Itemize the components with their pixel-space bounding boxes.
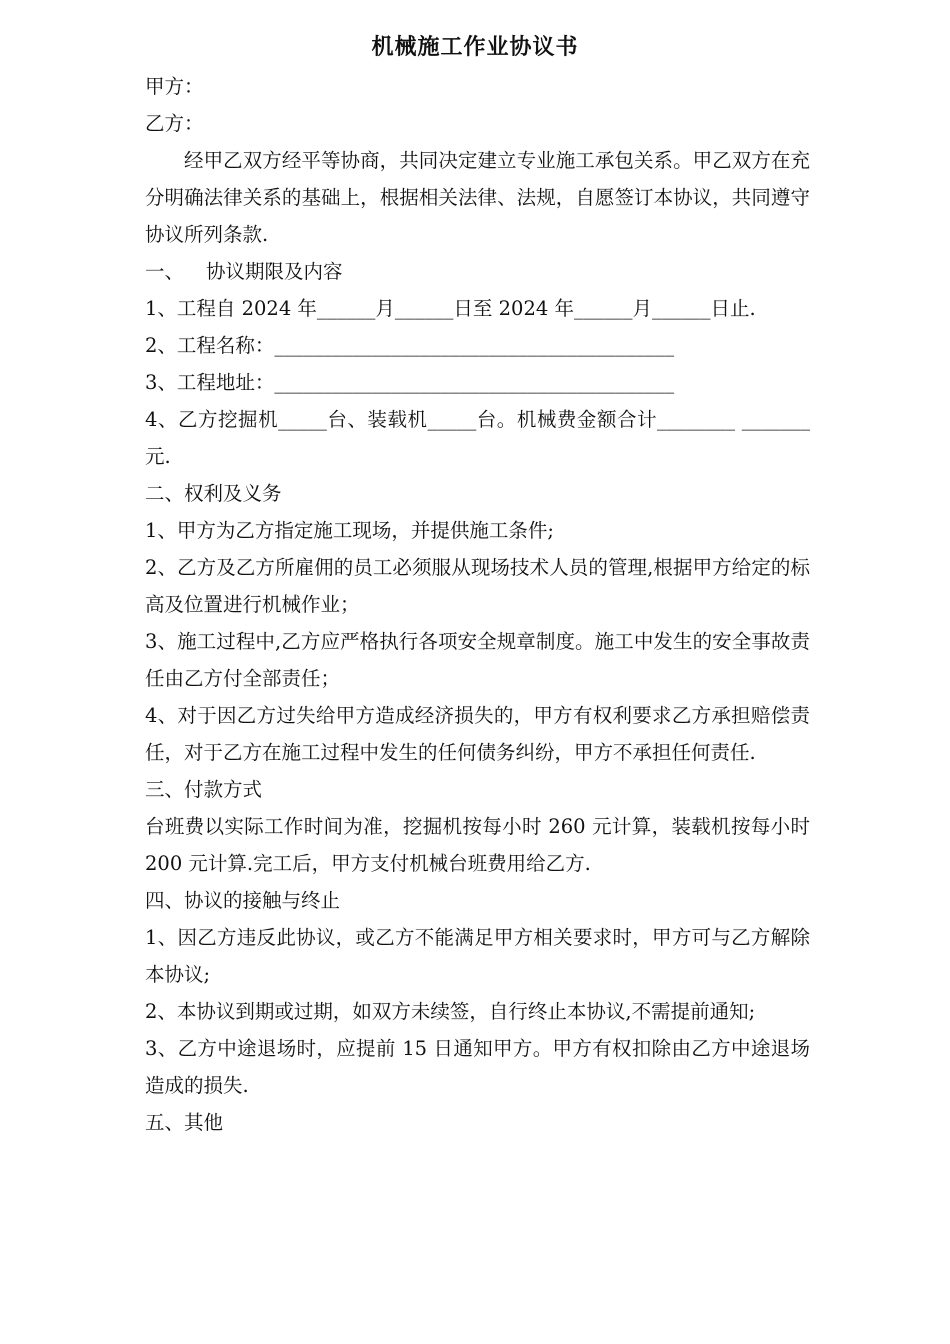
section-1-number: 一、 xyxy=(145,260,185,283)
intro-paragraph: 经甲乙双方经平等协商，共同决定建立专业施工承包关系。甲乙双方在充分明确法律关系的基础上，根据相关法律、法规，自愿签订本协议，共同遵守协议所列条款. xyxy=(145,149,810,246)
section-1-item-1: 1、工程自 2024 年______月______日至 2024 年______月______日止. xyxy=(145,297,756,320)
section-2-item-3: 3、施工过程中,乙方应严格执行各项安全规章制度。施工中发生的安全事故责任由乙方付全部责任； xyxy=(145,630,810,690)
section-5-heading: 五、其他 xyxy=(145,1111,224,1134)
section-4-heading: 四、协议的接触与终止 xyxy=(145,889,341,912)
section-4-item-1: 1、因乙方违反此协议，或乙方不能满足甲方相关要求时，甲方可与乙方解除本协议; xyxy=(145,926,810,986)
party-a-label: 甲方： xyxy=(145,75,204,98)
section-2-heading: 二、权利及义务 xyxy=(145,482,282,505)
document-title: 机械施工作业协议书 xyxy=(371,34,579,60)
document-body xyxy=(145,68,810,1141)
section-4-item-2: 2、本协议到期或过期，如双方未续签，自行终止本协议,不需提前通知; xyxy=(145,1000,756,1023)
section-2-item-2: 2、乙方及乙方所雇佣的员工必须服从现场技术人员的管理,根据甲方给定的标高及位置进行机械作业； xyxy=(145,556,810,616)
section-4-item-3: 3、乙方中途退场时，应提前 15 日通知甲方。甲方有权扣除由乙方中途退场造成的损失. xyxy=(145,1037,810,1097)
section-3-heading: 三、付款方式 xyxy=(145,778,263,801)
section-1-item-3: 3、工程地址：_________________________________________ xyxy=(145,371,675,394)
section-2-item-1: 1、甲方为乙方指定施工现场，并提供施工条件; xyxy=(145,519,554,542)
section-1-title: 协议期限及内容 xyxy=(206,260,343,283)
section-2-item-4: 4、对于因乙方过失给甲方造成经济损失的，甲方有权利要求乙方承担赔偿责任，对于乙方在施工过程中发生的任何债务纠纷，甲方不承担任何责任. xyxy=(145,704,810,764)
section-3-text: 台班费以实际工作时间为准，挖掘机按每小时 260 元计算，装载机按每小时 200 元计算.完工后，甲方支付机械台班费用给乙方. xyxy=(145,815,810,875)
section-1-item-4: 4、乙方挖掘机_____台、装载机_____台。机械费金额合计________ _______元. xyxy=(145,408,810,468)
party-b-label: 乙方： xyxy=(145,112,204,135)
section-1-item-2: 2、工程名称：_________________________________________ xyxy=(145,334,675,357)
section-1-heading xyxy=(145,253,810,290)
